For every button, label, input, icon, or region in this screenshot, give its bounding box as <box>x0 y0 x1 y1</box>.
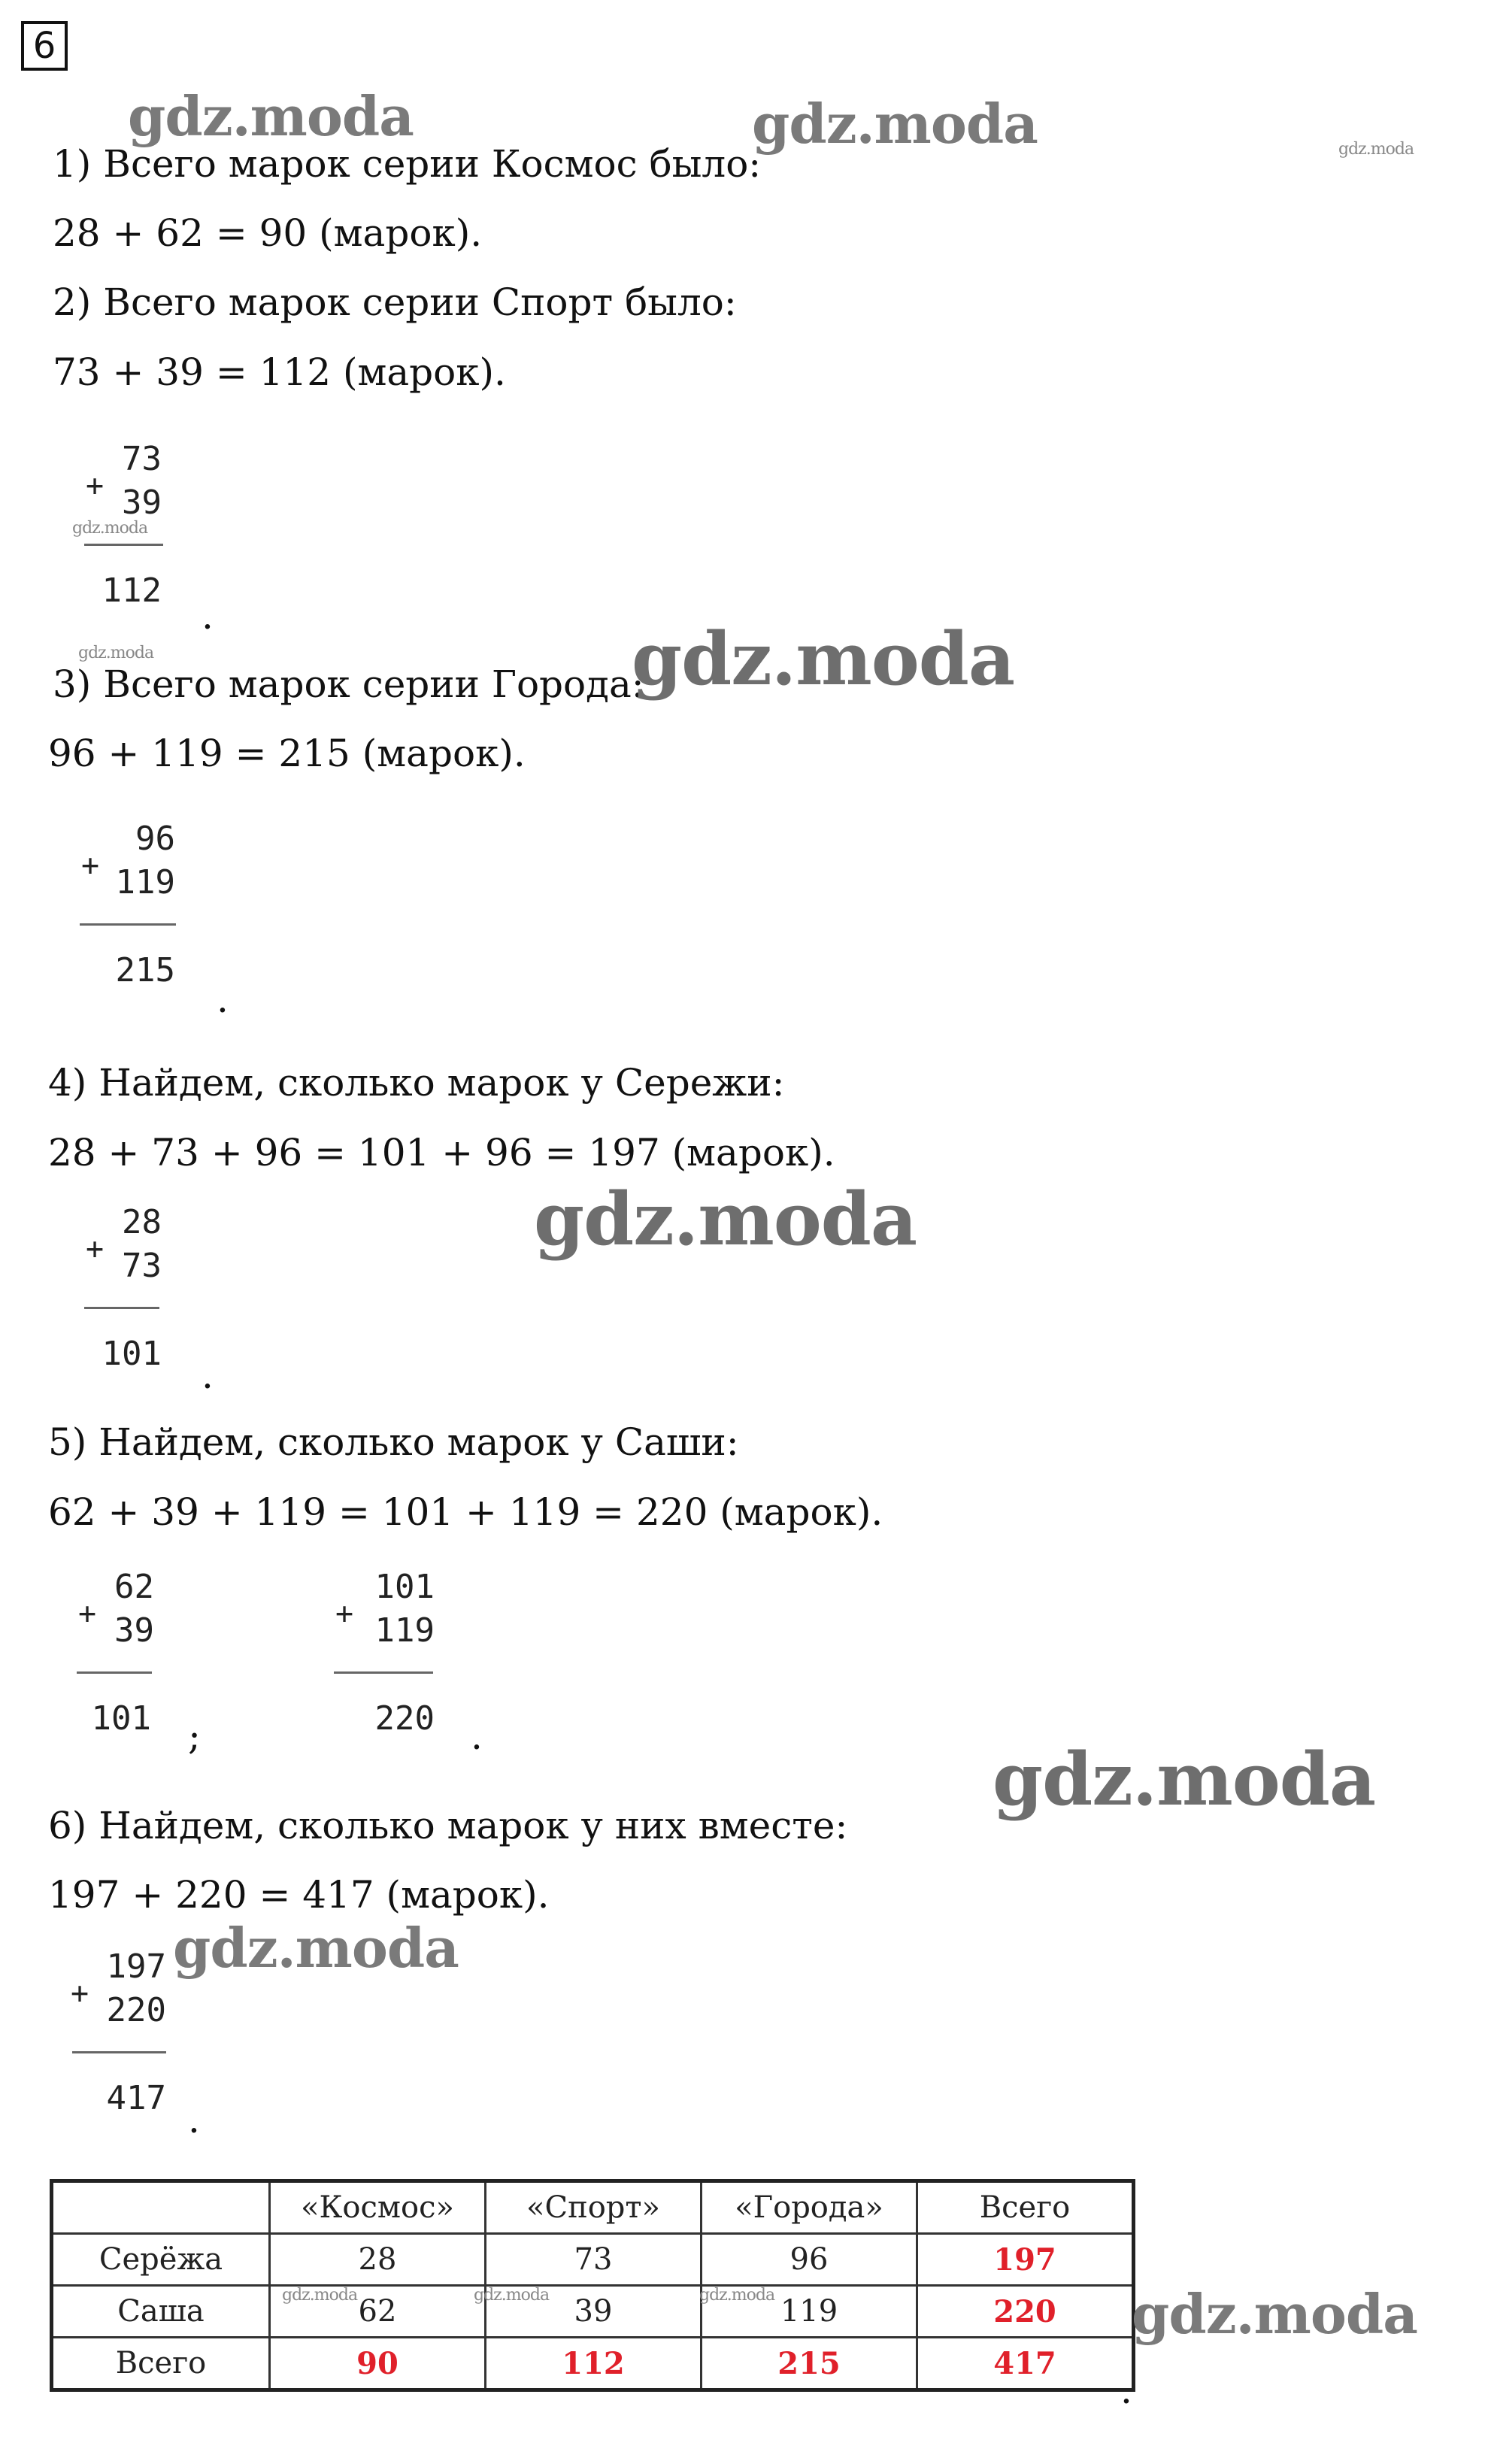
period: . <box>1120 2369 1132 2412</box>
step5-calc: 62 + 39 + 119 = 101 + 119 = 220 (марок). <box>48 1490 883 1534</box>
total-cell: 90 <box>270 2338 486 2390</box>
semicolon: ; <box>188 1714 201 1758</box>
addend-1: 62 <box>114 1568 154 1606</box>
step3-calc: 96 + 119 = 215 (марок). <box>48 732 526 775</box>
sum: 112 <box>102 571 162 610</box>
table-row <box>52 2286 1134 2338</box>
table-corner-cell <box>52 2181 270 2234</box>
row-label: Серёжа <box>52 2234 270 2286</box>
step4-calc: 28 + 73 + 96 = 101 + 96 = 197 (марок). <box>48 1131 835 1174</box>
addend-1: 197 <box>106 1947 166 1986</box>
row-label: Саша <box>52 2286 270 2338</box>
period: . <box>202 594 214 638</box>
period: . <box>202 1353 214 1397</box>
table-header: «Спорт» <box>486 2181 702 2234</box>
table-cell: 73 <box>486 2234 702 2286</box>
column-addition-3: + 28 73 101 <box>86 1203 162 1373</box>
watermark: gdz.moda <box>72 519 148 538</box>
step4-title: 4) Найдем, сколько марок у Сережи: <box>48 1061 785 1105</box>
step1-calc: 28 + 62 = 90 (марок). <box>53 211 483 255</box>
total-cell: 112 <box>486 2338 702 2390</box>
step6-calc: 197 + 220 = 417 (марок). <box>48 1873 550 1917</box>
addend-2: 119 <box>115 863 175 902</box>
step1-title: 1) Всего марок серии Космос было: <box>53 142 762 186</box>
column-addition-5: + 101 119 220 <box>335 1568 435 1738</box>
watermark: gdz.moda <box>534 1177 917 1262</box>
table-cell: 96 <box>702 2234 917 2286</box>
table-header: «Космос» <box>270 2181 486 2234</box>
sum: 220 <box>374 1699 435 1738</box>
table-cell: 62 <box>270 2286 486 2338</box>
step2-calc: 73 + 39 = 112 (марок). <box>53 350 506 394</box>
addend-2: 39 <box>122 483 162 522</box>
watermark: gdz.moda <box>632 617 1015 702</box>
column-addition-6: + 197 220 417 <box>71 1947 166 2117</box>
addend-1: 28 <box>122 1203 162 1241</box>
addend-1: 101 <box>374 1568 435 1606</box>
period: . <box>217 977 229 1021</box>
period: . <box>471 1714 483 1758</box>
sum: 417 <box>106 2079 166 2117</box>
table-header: Всего <box>917 2181 1134 2234</box>
column-addition-2: + 96 119 215 <box>81 820 175 990</box>
total-cell: 417 <box>917 2338 1134 2390</box>
summary-table <box>50 2179 1135 2392</box>
table-cell: 28 <box>270 2234 486 2286</box>
watermark: gdz.moda <box>1132 2282 1417 2346</box>
watermark: gdz.moda <box>752 92 1038 156</box>
step3-title: 3) Всего марок серии Города: <box>53 662 644 706</box>
addend-1: 73 <box>122 440 162 478</box>
step2-title: 2) Всего марок серии Спорт было: <box>53 280 737 324</box>
column-addition-1: + 73 39 112 <box>86 440 162 610</box>
sum: 215 <box>115 951 175 990</box>
table-cell: 39 <box>486 2286 702 2338</box>
task-number: 6 <box>21 21 68 71</box>
watermark: gdz.moda <box>1338 140 1414 159</box>
total-cell: 220 <box>917 2286 1134 2338</box>
addend-2: 119 <box>374 1611 435 1650</box>
watermark: gdz.moda <box>78 644 154 662</box>
table-cell: 119 <box>702 2286 917 2338</box>
addend-1: 96 <box>135 820 175 858</box>
total-cell: 215 <box>702 2338 917 2390</box>
addend-2: 39 <box>114 1611 154 1650</box>
watermark: gdz.moda <box>128 84 414 148</box>
watermark: gdz.moda <box>173 1916 459 1980</box>
addend-2: 220 <box>106 1991 166 2029</box>
watermark: gdz.moda <box>282 2286 358 2305</box>
period: . <box>188 2098 200 2141</box>
watermark: gdz.moda <box>474 2286 550 2305</box>
step6-title: 6) Найдем, сколько марок у них вместе: <box>48 1804 848 1847</box>
watermark: gdz.moda <box>993 1737 1376 1822</box>
row-label: Всего <box>52 2338 270 2390</box>
watermark: gdz.moda <box>699 2286 775 2305</box>
column-addition-4: + 62 39 101 <box>78 1568 154 1738</box>
addend-2: 73 <box>122 1247 162 1285</box>
total-cell: 197 <box>917 2234 1134 2286</box>
sum: 101 <box>91 1699 151 1738</box>
sum: 101 <box>102 1335 162 1373</box>
table-header: «Города» <box>702 2181 917 2234</box>
table-header-row <box>52 2181 1134 2234</box>
step5-title: 5) Найдем, сколько марок у Саши: <box>48 1420 739 1464</box>
table-row <box>52 2234 1134 2286</box>
table-row <box>52 2338 1134 2390</box>
